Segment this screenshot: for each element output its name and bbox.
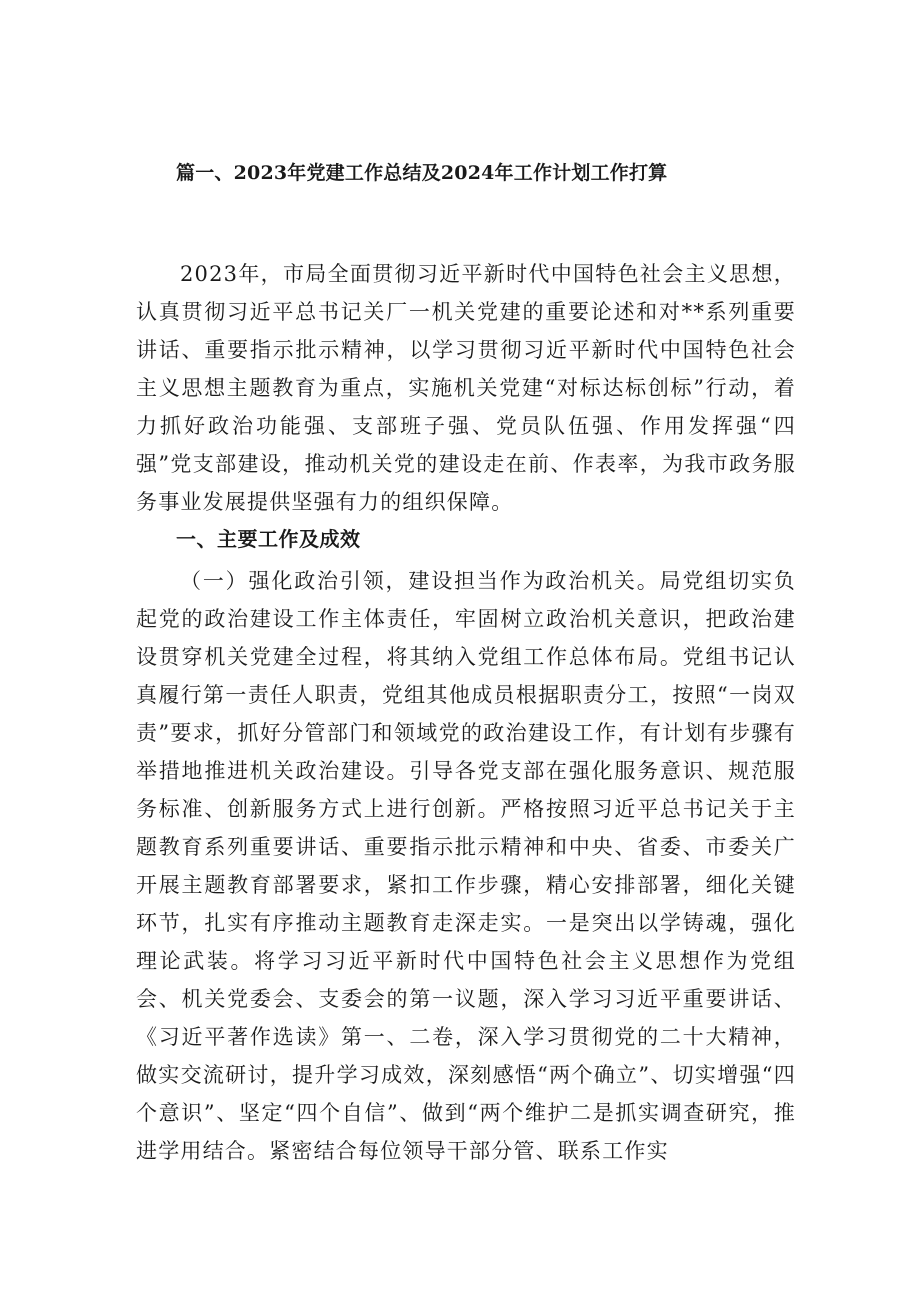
intro-paragraph: 2023年，市局全面贯彻习近平新时代中国特色社会主义思想，认真贯彻习近平总书记关厂一机关党建的重要论述和对**系列重要讲话、重要指示批示精神，以学习贯彻习近平新时代中国特色社会主义思想主题教育为重点，实施机关党建“对标达标创标”行动，着力抓好政治功能强、支部班子强、党员队伍强、作用发挥强“四强”党支部建设，推动机关党的建设走在前、作表率，为我市政务服务事业发展提供坚强有力的组织保障。 — [136, 262, 796, 514]
section-paragraph: （一）强化政治引领，建设担当作为政治机关。局党组切实负起党的政治建设工作主体责任，牢固树立政治机关意识，把政治建设贯穿机关党建全过程，将其纳入党组工作总体布局。党组书记认真履行第一责任人职责，党组其他成员根据职责分工，按照“一岗双责”要求，抓好分管部门和领域党的政治建设工作，有计划有步骤有举措地推进机关政治建设。引导各党支部在强化服务意识、规范服务标准、创新服务方式上进行创新。严格按照习近平总书记关于主题教育系列重要讲话、重要指示批示精神和中央、省委、市委关广开展主题教育部署要求，紧扣工作步骤，精心安排部署，细化关键环节，扎实有序推动主题教育走深走实。一是突出以学铸魂，强化理论武装。将学习习近平新时代中国特色社会主义思想作为党组会、机关党委会、支委会的第一议题，深入学习习近平重要讲话、《习近平著作选读》第一、二卷，深入学习贯彻党的二十大精神，做实交流研讨，提升学习成效，深刻感悟“两个确立”、切实增强“四个意识”、坚定“四个自信”、做到“两个维护二是抓实调查研究，推进学用结合。紧密结合每位领导干部分管、联系工作实 — [136, 569, 796, 1163]
section-heading: 一、主要工作及成效 — [176, 527, 361, 551]
document-title: 篇一、2023年党建工作总结及2024年工作计划工作打算 — [176, 162, 668, 184]
